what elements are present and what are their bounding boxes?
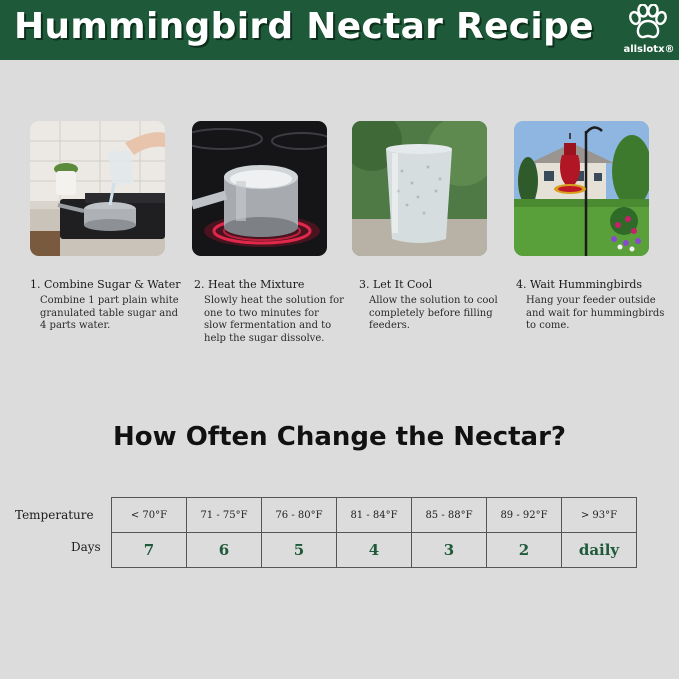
days-row [112, 533, 637, 568]
temperature-cell: < 70°F [112, 498, 187, 533]
step-1-body: Combine 1 part plain white granulated table sugar and 4 parts water. [40, 295, 179, 331]
step-2-title: 2. Heat the Mixture [194, 278, 305, 291]
temperature-cell: > 93°F [562, 498, 637, 533]
temperature-row-label: Temperature [15, 508, 94, 522]
step-4-photo [514, 121, 649, 256]
step-1-photo [30, 121, 165, 256]
paw-icon [626, 4, 670, 44]
temperature-cell: 71 - 75°F [187, 498, 262, 533]
step-3-title: 3. Let It Cool [359, 278, 433, 291]
temperature-row [112, 498, 637, 533]
days-cell: 7 [112, 533, 187, 568]
step-4-body: Hang your feeder outside and wait for hummingbirds to come. [526, 295, 665, 331]
days-cell: 3 [412, 533, 487, 568]
brand-name: allslotx® [623, 44, 675, 55]
step-1-title: 1. Combine Sugar & Water [30, 278, 181, 291]
step-4-title: 4. Wait Hummingbirds [516, 278, 643, 291]
days-cell: 6 [187, 533, 262, 568]
step-3-photo [352, 121, 487, 256]
days-row-label: Days [71, 540, 101, 554]
days-cell: daily [562, 533, 637, 568]
temperature-cell: 81 - 84°F [337, 498, 412, 533]
brand-logo [620, 4, 676, 58]
header-banner [0, 0, 679, 60]
days-cell: 4 [337, 533, 412, 568]
nectar-change-table [111, 497, 637, 568]
days-cell: 5 [262, 533, 337, 568]
page-title: Hummingbird Nectar Recipe [14, 6, 594, 47]
temperature-cell: 89 - 92°F [487, 498, 562, 533]
temperature-cell: 76 - 80°F [262, 498, 337, 533]
days-cell: 2 [487, 533, 562, 568]
step-3-body: Allow the solution to cool completely before filling feeders. [369, 295, 498, 331]
step-2-photo [192, 121, 327, 256]
nectar-table-title: How Often Change the Nectar? [113, 422, 566, 452]
temperature-cell: 85 - 88°F [412, 498, 487, 533]
step-2-body: Slowly heat the solution for one to two minutes for slow fermentation and to help the sugar dissolve. [204, 295, 344, 344]
